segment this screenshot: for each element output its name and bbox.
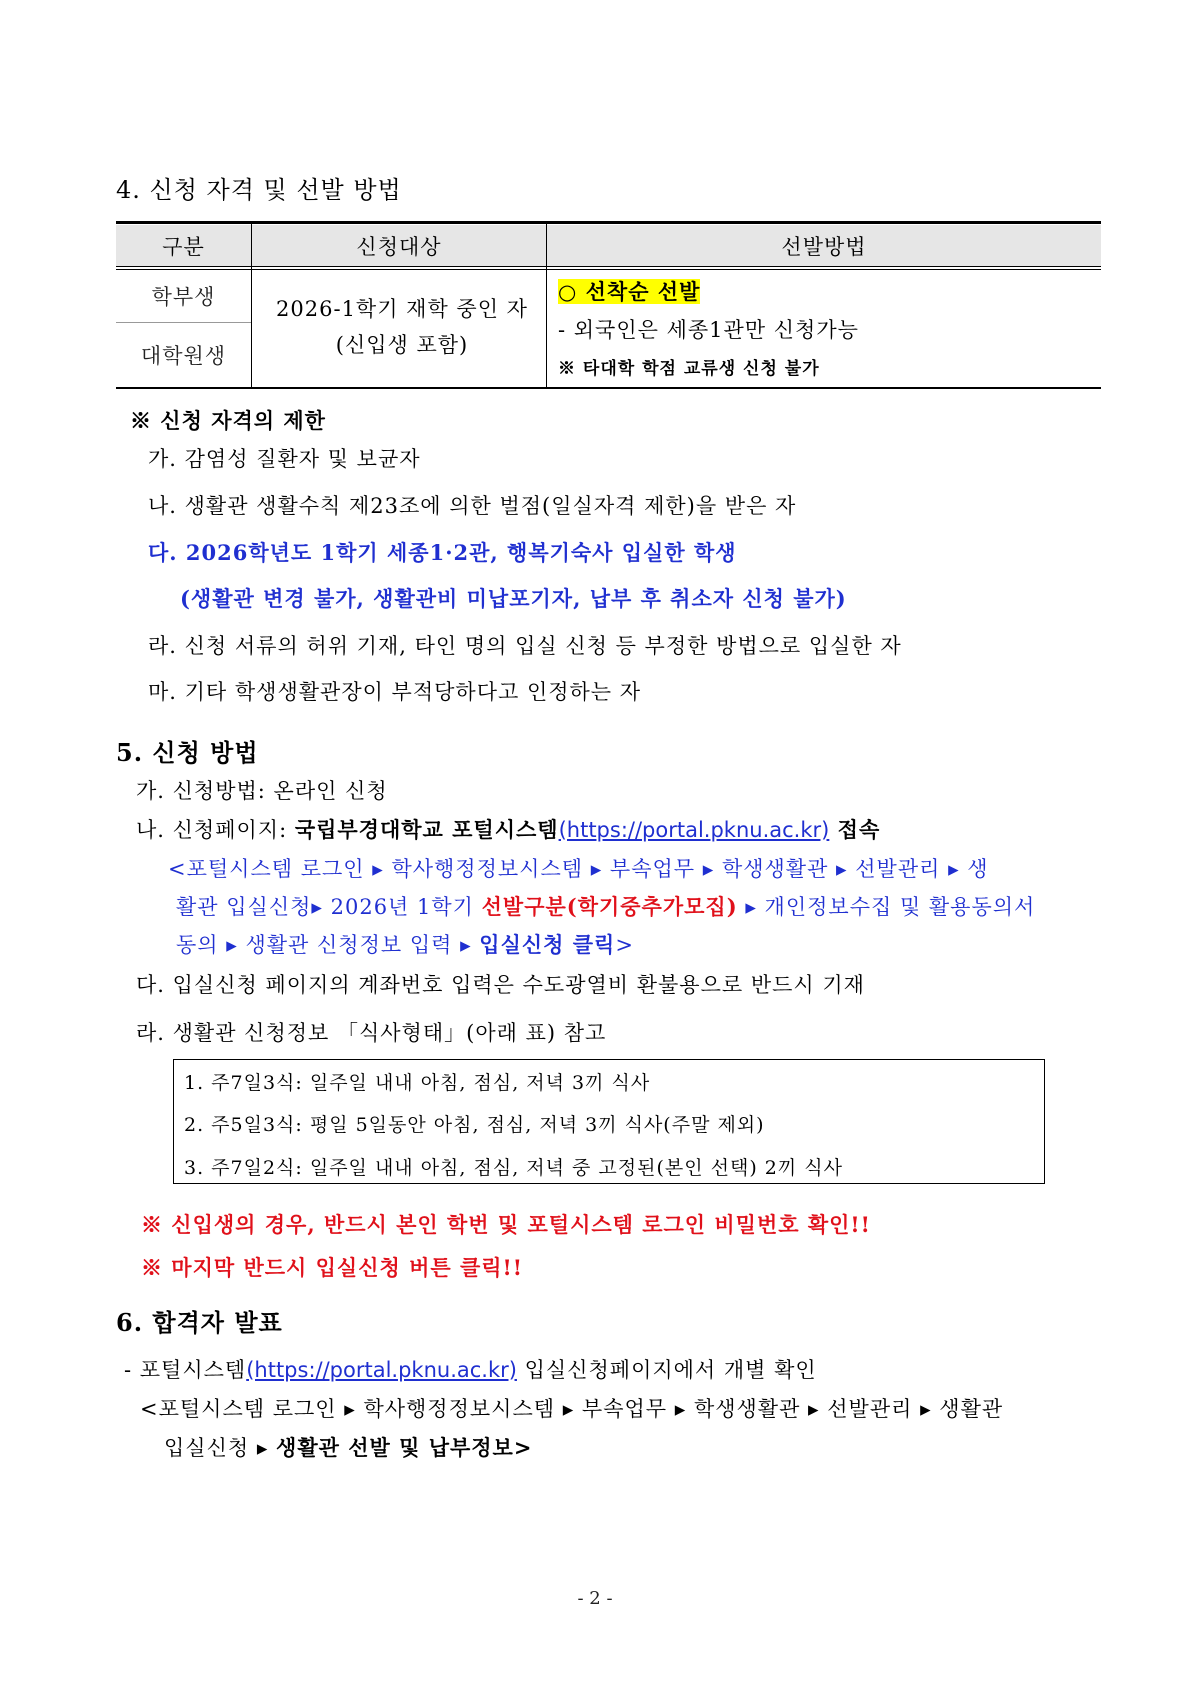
- apply-path-line-2: [176, 891, 1035, 921]
- announce-path-line-2: [164, 1432, 532, 1462]
- method-exchange-note: ※ 타대학 학점 교류생 신청 불가: [558, 359, 820, 379]
- portal-name: 국립부경대학교 포털시스템: [294, 817, 559, 842]
- section-4-title: 4. 신청 자격 및 선발 방법: [116, 176, 402, 204]
- target-line-2: (신입생 포함): [335, 333, 469, 357]
- announce-path-2a: 입실신청 ▸: [164, 1436, 277, 1460]
- announce-path-line-1: <포털시스템 로그인 ▸ 학사행정정보시스템 ▸ 부속업무 ▸ 학생생활관 ▸ 선발관리 ▸ 생활관: [140, 1397, 1004, 1421]
- table-header-target: 신청대상: [356, 234, 442, 259]
- table-bottom-rule: [116, 387, 1101, 389]
- announce-suffix: 입실신청페이지에서 개별 확인: [516, 1358, 817, 1382]
- restriction-title: ※ 신청 자격의 제한: [130, 408, 326, 433]
- restriction-item-da: 다. 2026학년도 1학기 세종1·2관, 행복기숙사 입실한 학생: [148, 540, 737, 565]
- meal-type-box: [173, 1059, 1045, 1184]
- announce-line: [124, 1354, 817, 1384]
- page-number: - 2 -: [577, 1588, 613, 1609]
- table-row-grad: 대학원생: [140, 344, 227, 368]
- apply-click-bold: 입실신청 클릭: [479, 932, 616, 957]
- target-line-1: 2026-1학기 재학 중인 자: [276, 297, 528, 321]
- portal-link[interactable]: (https://portal.pknu.ac.kr): [558, 818, 830, 842]
- table-header-category: 구분: [162, 234, 205, 259]
- apply-method: 가. 신청방법: 온라인 신청: [136, 779, 388, 803]
- table-top-rule: [116, 221, 1101, 224]
- selection-table: [116, 221, 1101, 389]
- apply-path-2a: 활관 입실신청▸ 2026년 1학기: [176, 895, 482, 919]
- account-note: 다. 입실신청 페이지의 계좌번호 입력은 수도광열비 환불용으로 반드시 기재: [136, 973, 865, 997]
- section-6-title: 6. 합격자 발표: [116, 1308, 283, 1337]
- meal-type-1: 1. 주7일3식: 일주일 내내 아침, 점심, 저녁 3끼 식사: [184, 1072, 651, 1094]
- apply-path-line-1: <포털시스템 로그인 ▸ 학사행정정보시스템 ▸ 부속업무 ▸ 학생생활관 ▸ 선발관리 ▸ 생: [168, 857, 989, 881]
- restriction-item-da-note: (생활관 변경 불가, 생활관비 미납포기자, 납부 후 취소자 신청 불가): [180, 586, 847, 611]
- meal-type-note: 라. 생활관 신청정보 「식사형태」(아래 표) 참고: [136, 1021, 607, 1045]
- apply-path-line-3: [176, 929, 634, 959]
- meal-type-2: 2. 주5일3식: 평일 5일동안 아침, 점심, 저녁 3끼 식사(주말 제외): [184, 1114, 765, 1136]
- apply-page-suffix: 접속: [829, 817, 881, 842]
- restriction-item-ma: 마. 기타 학생생활관장이 부적당하다고 인정하는 자: [148, 680, 642, 704]
- meal-type-3: 3. 주7일2식: 일주일 내내 아침, 점심, 저녁 중 고정된(본인 선택) 2끼 식사: [184, 1157, 843, 1179]
- announce-prefix: - 포털시스템: [124, 1358, 247, 1382]
- method-foreigner-note: - 외국인은 세종1관만 신청가능: [558, 318, 859, 342]
- apply-path-3a: 동의 ▸ 생활관 신청정보 입력 ▸: [176, 933, 480, 957]
- warning-click-apply: ※ 마지막 반드시 입실신청 버튼 클릭!!: [141, 1255, 523, 1280]
- announce-path-bold: 생활관 선발 및 납부정보>: [276, 1435, 533, 1460]
- announce-portal-link[interactable]: (https://portal.pknu.ac.kr): [246, 1358, 517, 1382]
- table-header-rule-2: [116, 269, 1101, 270]
- warning-freshman: ※ 신입생의 경우, 반드시 본인 학번 및 포털시스템 로그인 비밀번호 확인!!: [141, 1212, 871, 1237]
- table-row-undergrad: 학부생: [151, 285, 216, 309]
- restriction-item-ga: 가. 감염성 질환자 및 보균자: [148, 447, 421, 471]
- method-first-come: [558, 276, 700, 306]
- restriction-item-ra: 라. 신청 서류의 허위 기재, 타인 명의 입실 신청 등 부정한 방법으로 입실한 자: [148, 634, 902, 658]
- apply-path-2b: ▸ 개인정보수집 및 활용동의서: [737, 895, 1036, 919]
- table-header-rule-1: [116, 266, 1101, 267]
- apply-path-3b: >: [615, 933, 634, 957]
- table-header-method: 선발방법: [781, 234, 867, 259]
- section-5-title: 5. 신청 방법: [116, 738, 259, 767]
- apply-path-2-red: 선발구분(학기중추가모집): [481, 894, 738, 919]
- method-first-come-text: ○ 선착순 선발: [558, 279, 701, 304]
- apply-page-prefix: 나. 신청페이지:: [136, 818, 295, 842]
- apply-page-line: [136, 814, 880, 844]
- restriction-item-na: 나. 생활관 생활수칙 제23조에 의한 벌점(일실자격 제한)을 받은 자: [148, 494, 797, 518]
